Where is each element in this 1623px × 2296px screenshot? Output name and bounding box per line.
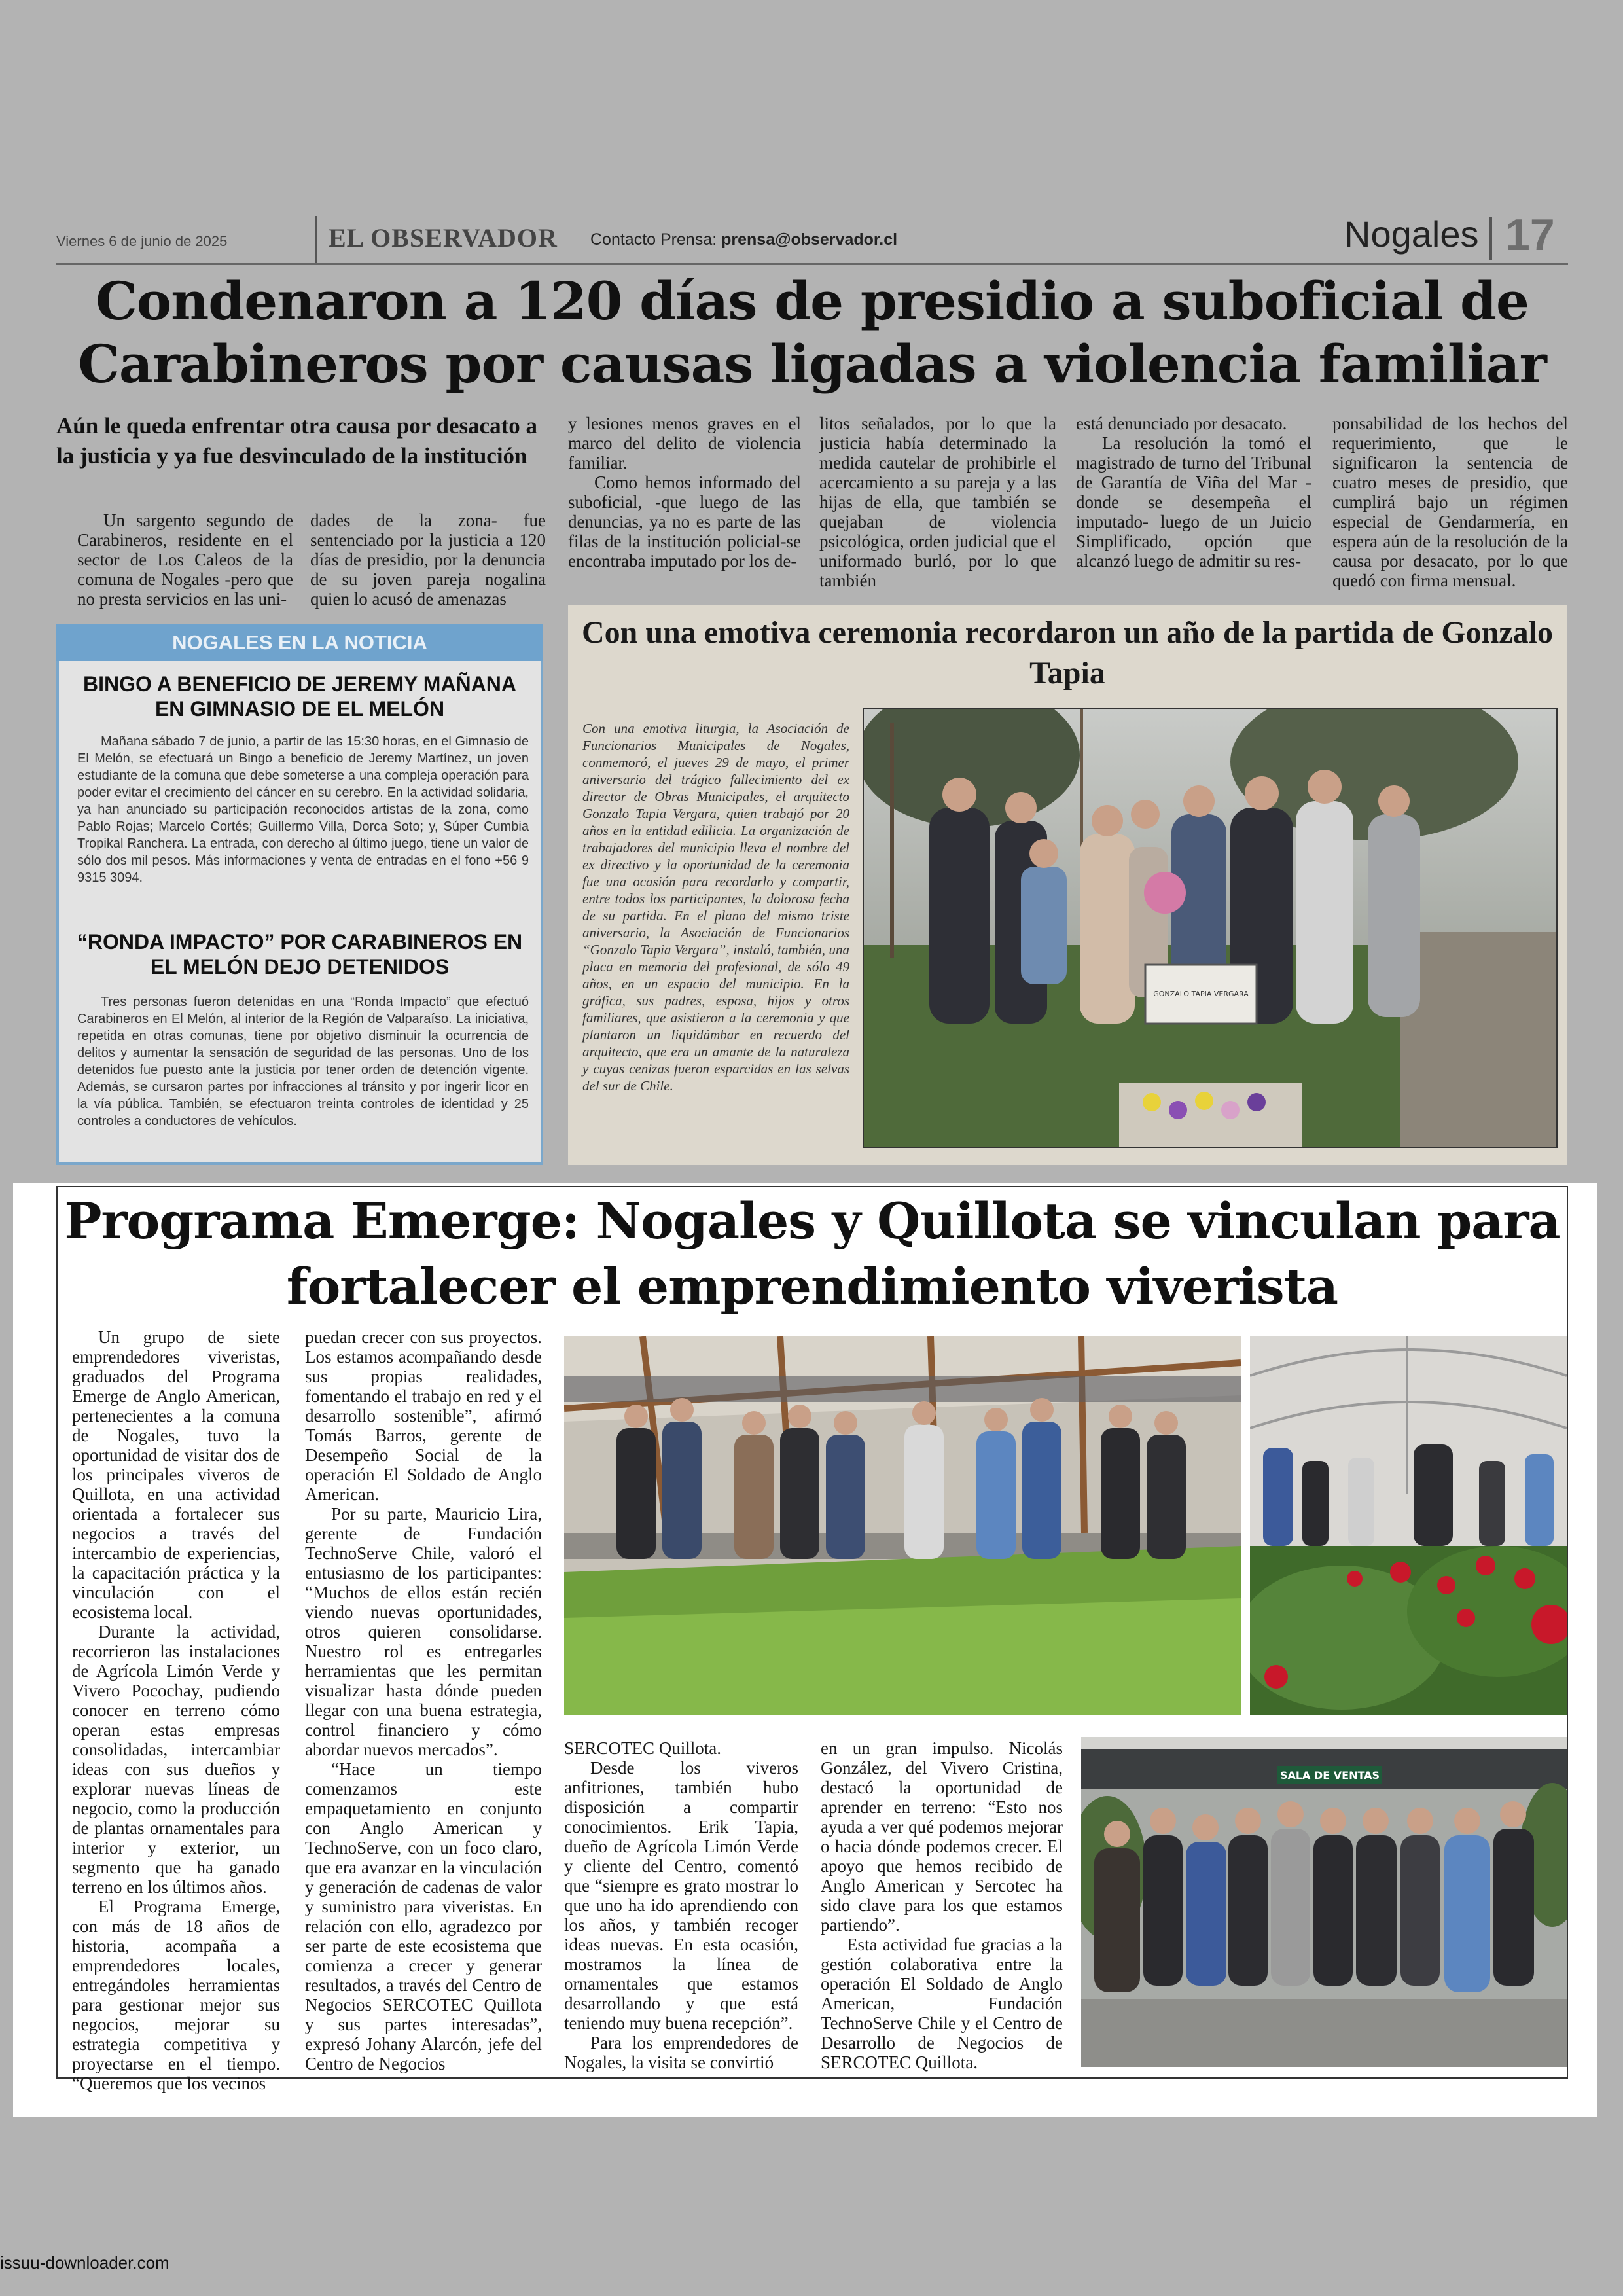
- header-divider: [315, 216, 317, 264]
- article2-column-4: [821, 1738, 1063, 2072]
- article2-column-3: [564, 1738, 798, 2072]
- paragraph: SERCOTEC Quillota.: [564, 1738, 722, 1758]
- news-item-1-body: [77, 733, 529, 886]
- ceremony-headline: Con una emotiva ceremonia recordaron un año de la partida de Gonzalo Tapia: [581, 615, 1553, 691]
- article1-column-1: [77, 511, 293, 609]
- article1-headline: Condenaron a 120 días de presidio a suboficial de Carabineros por causas ligadas a violencia familiar: [78, 270, 1546, 395]
- paragraph: Mañana sábado 7 de junio, a partir de las 15:30 horas, en el Gimnasio de El Melón, se efectuará un Bingo a beneficio de Jeremy Martínez, un joven estudiante de la comuna que debe someterse a una compleja operación para poder evitar el crecimiento del cáncer en su cerebro. En la actividad solidaria, ya han anunciado su participación reconocidos artistas de la zona, como Pablo Rojas; Marcelo Cortés; Guillermo Villa, Dorca Soto; y, Súper Cumbia Tropikal Ranchera. La entrada, con derecho al último juego, tiene un valor de sólo dos mil pesos. Más informaciones y venta de entradas en el fono +56 9 9315 3094.: [77, 734, 529, 885]
- paragraph: Por su parte, Mauricio Lira, gerente de Fundación TechnoServe Chile, valoró el entusiasmo de los participantes: “Muchos de ellos están recién viendo nuevas oportunidades, otros quieren consolidarse. Nuestro rol es entregarles herramientas que les permitan visualizar hasta dónde pueden llegar con una buena estrategia, control financiero y cómo abordar nuevos mercados”.: [305, 1504, 542, 1759]
- news-box-title: NOGALES EN LA NOTICIA: [56, 624, 543, 661]
- article1-column-4: [819, 414, 1056, 590]
- article1-column-5: [1076, 414, 1311, 571]
- paragraph: Un sargento segundo de Carabineros, residente en el sector de Los Caleos de la comuna de Nogales -pero que no presta servicios en las uni-: [77, 511, 293, 609]
- ceremony-photo: [863, 708, 1558, 1148]
- greenhouse-photo: [564, 1336, 1241, 1715]
- paragraph: “Hace un tiempo comenzamos este empaquetamiento en conjunto con Anglo American y TechnoServe, con un foco claro, que era avanzar en la vinculación y generación de cadenas de valor y suministro para viveristas. En relación con ello, agradezco por ser parte de este ecosistema que comienza a crecer y generar resultados, a través del Centro de Negocios SERCOTEC Quillota y sus partes interesadas”, expresó Johany Alarcón, jefe del Centro de Negocios: [305, 1759, 542, 2073]
- paragraph: litos señalados, por lo que la justicia había determinado la medida cautelar de prohibirle el acercamiento a su pareja y a las hijas de ella, que también se quejaban de violencia psicológica, orden judicial que el uniformado burló, por lo que también: [819, 414, 1056, 590]
- header-rule: [56, 263, 1568, 265]
- group-photo: [1081, 1737, 1567, 2067]
- sala-de-ventas-sign: SALA DE VENTAS: [1279, 1769, 1380, 1782]
- article1-column-2: [310, 511, 546, 609]
- paragraph: dades de la zona- fue sentenciado por la justicia a 120 días de presidio, por la denuncia de su joven pareja nogalina quien lo acusó de amenazas: [310, 511, 546, 609]
- news-item-1-headline: BINGO A BENEFICIO DE JEREMY MAÑANA EN GIMNASIO DE EL MELÓN: [83, 672, 516, 721]
- paragraph: está denunciado por desacato.: [1076, 414, 1287, 433]
- article2-headline: Programa Emerge: Nogales y Quillota se vinculan para fortalecer el emprendimiento viverista: [64, 1192, 1560, 1316]
- roses-photo: [1250, 1336, 1567, 1715]
- section-name: Nogales: [1344, 213, 1479, 255]
- paragraph: y lesiones menos graves en el marco del delito de violencia familiar.: [568, 414, 801, 473]
- paragraph: Esta actividad fue gracias a la gestión colaborativa entre la operación El Soldado de Anglo American, Fundación TechnoServe Chile y el Centro de Desarrollo de Negocios de SERCOTEC Quillota.: [821, 1935, 1063, 2072]
- paragraph: Desde los viveros anfitriones, también hubo disposición a compartir conocimientos. Erik Tapia, dueño de Agrícola Limón Verde y cliente del Centro, comentó que “siempre es grato mostrar lo que uno ha ido aprendiendo con los años, y también recoger ideas nuevas. En esta ocasión, mostramos la línea de ornamentales que estamos desarrollando y que está teniendo muy buena recepción”.: [564, 1758, 798, 2033]
- article2-column-1: [72, 1327, 280, 2093]
- news-item-2-body: [77, 994, 529, 1130]
- paragraph: puedan crecer con sus proyectos. Los estamos acompañando desde sus propias realidades, fomentando el trabajo en red y el desarrollo sostenible”, afirmó Tomás Barros, gerente de Desempeño Social de la operación El Soldado de Anglo American.: [305, 1327, 542, 1504]
- paragraph: Durante la actividad, recorrieron las instalaciones de Agrícola Limón Verde y Vivero Pocochay, pudiendo conocer en terreno cómo operan estas empresas consolidadas, intercambiar ideas con sus dueños y explorar nuevas líneas de negocio, como la producción de plantas ornamentales para interior y exterior, un segmento que ha ganado terreno en los últimos años.: [72, 1622, 280, 1897]
- paragraph: en un gran impulso. Nicolás González, del Vivero Cristina, destacó la oportunidad de aprender en terreno: “Esto nos ayuda a ver qué podemos mejorar o hacia dónde podemos crecer. El apoyo que hemos recibido de Anglo American y Sercotec ha sido clave para los que estamos partiendo”.: [821, 1738, 1063, 1935]
- article2-column-2: [305, 1327, 542, 2073]
- article1-subhead: Aún le queda enfrentar otra causa por desacato a la justicia y ya fue desvinculado de la institución: [56, 413, 537, 469]
- issue-date: Viernes 6 de junio de 2025: [56, 233, 228, 249]
- ceremony-caption: Con una emotiva liturgia, la Asociación de Funcionarios Municipales de Nogales, conmemoró, el jueves 29 de mayo, el primer aniversario del trágico fallecimiento del ex director de Obras Municipales, el arquitecto Gonzalo Tapia Vergara, quien trabajó por 20 años en la entidad edilicia. La organización de trabajadores del municipio lleva el nombre del ex directivo y la oportunidad de la ceremonia fue una ocasión para recordarlo y compartir, entre todos los participantes, la dolorosa fecha de su partida. En el plano del mismo triste aniversario, la Asociación de Funcionarios “Gonzalo Tapia Vergara”, instaló, también, una placa en memoria del profesional, de sólo 49 años, en un espacio del municipio. En la gráfica, sus padres, esposa, hijos y otros familiares, que asistieron a la ceremonia y que plantaron un liquidámbar en recuerdo del arquitecto, que era un amante de la naturaleza y cuyas cenizas fueron esparcidas en las selvas del sur de Chile.: [582, 721, 849, 1094]
- page-number: 17: [1505, 210, 1555, 260]
- paragraph: Para los emprendedores de Nogales, la visita se convirtió: [564, 2033, 798, 2072]
- press-contact: [590, 230, 897, 249]
- header-divider: [1489, 217, 1492, 260]
- plaque-text: GONZALO TAPIA VERGARA: [1153, 990, 1249, 998]
- paragraph: Tres personas fueron detenidas en una “Ronda Impacto” que efectuó Carabineros en El Melón, al interior de la Región de Valparaíso. La iniciativa, repetida en otras comunas, tiene por objetivo disminuir la ocurrencia de delitos y aumentar la sensación de seguridad de las personas. Uno de los detenidos fue puesto ante la justicia por tener orden de detención vigente. Además, se cursaron partes por infracciones al tránsito y por ingerir licor en la vía pública. También, se efectuaron treinta controles de identidad y 25 controles a conductores de vehículos.: [77, 995, 529, 1128]
- masthead: EL OBSERVADOR: [329, 223, 558, 253]
- paragraph: La resolución la tomó el magistrado de turno del Tribunal de Garantía de Viña del Mar -donde se desempeña el imputado- luego de un Juicio Simplificado, opción que alcanzó luego de admitir su res-: [1076, 433, 1311, 571]
- contact-email[interactable]: prensa@observador.cl: [721, 230, 898, 249]
- paragraph: Un grupo de siete emprendedores viveristas, graduados del Programa Emerge de Anglo American, pertenecientes a la comuna de Nogales, tuvo la oportunidad de visitar dos de los principales viveros de Quillota, en una actividad orientada a fortalecer sus negocios a través del intercambio de experiencias, la capacitación práctica y la vinculación con el ecosistema local.: [72, 1327, 280, 1622]
- paragraph: ponsabilidad de los hechos del requerimiento, que le significaron la sentencia de cuatro meses de presidio, que cumplirá bajo un régimen especial de Gendarmería, en espera aún de la resolución de la causa por desacato, por lo que quedó con firma mensual.: [1332, 414, 1568, 590]
- news-item-2-headline: “RONDA IMPACTO” POR CARABINEROS EN EL MELÓN DEJO DETENIDOS: [77, 930, 523, 978]
- article1-column-3: [568, 414, 801, 571]
- contact-label: Contacto Prensa:: [590, 230, 717, 249]
- paragraph: Como hemos informado del suboficial, -que luego de las denuncias, ya no es parte de las filas de la institución policial-se encontraba imputado por los de-: [568, 473, 801, 571]
- watermark-text: issuu-downloader.com: [0, 2253, 169, 2272]
- paragraph: El Programa Emerge, con más de 18 años de historia, acompaña a emprendedores locales, entregándoles herramientas para gestionar mejor sus negocios, mejorar su estrategia competitiva y proyectarse en el tiempo. “Queremos que los vecinos: [72, 1897, 280, 2093]
- article1-column-6: [1332, 414, 1568, 590]
